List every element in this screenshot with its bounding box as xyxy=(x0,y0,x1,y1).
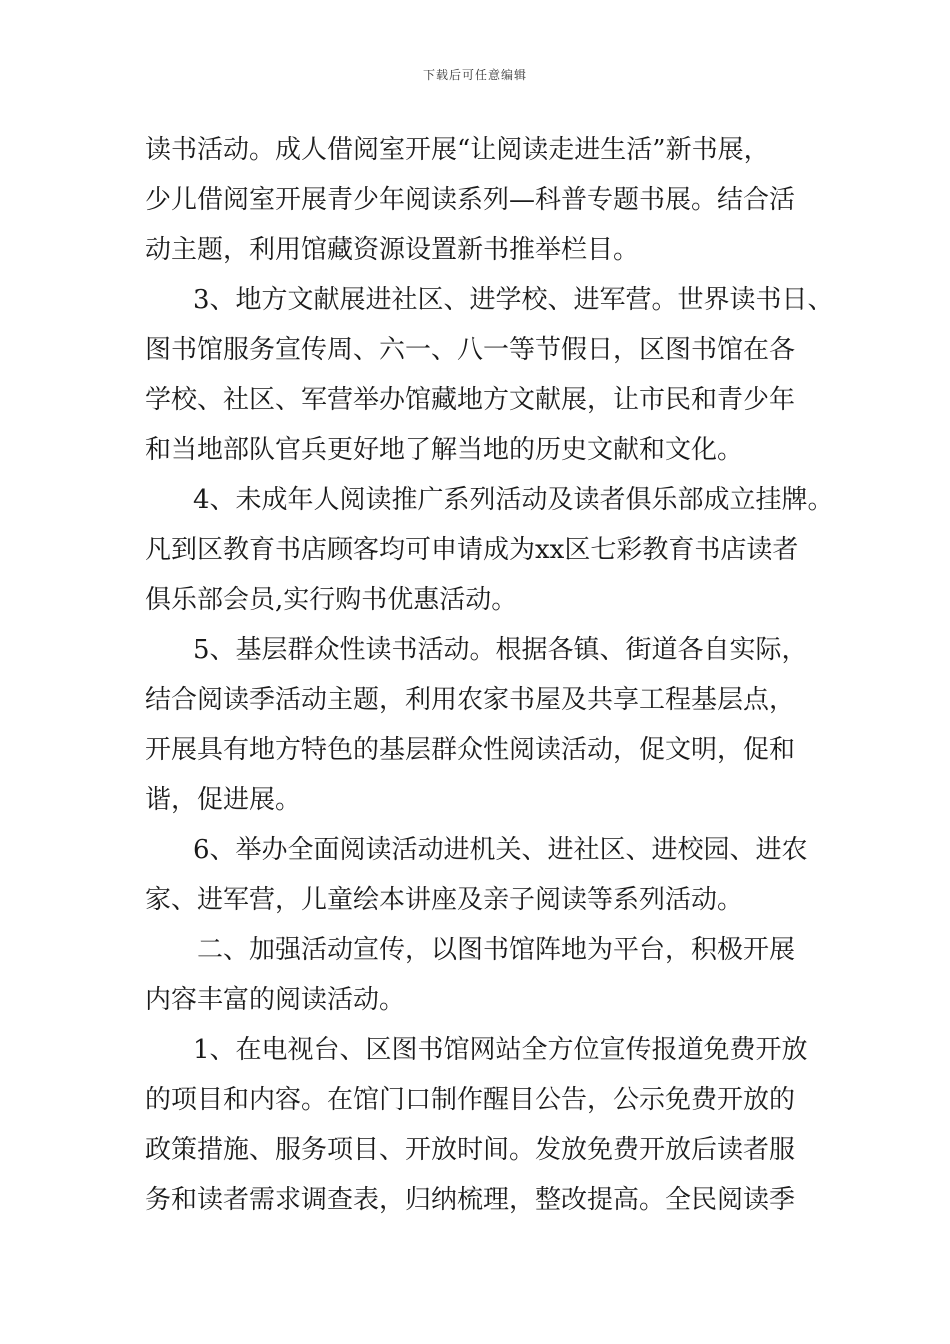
text-line: 凡到区教育书店顾客均可申请成为xx区七彩教育书店读者 xyxy=(145,535,799,565)
text-line: 内容丰富的阅读活动。 xyxy=(145,985,406,1015)
text-line: 俱乐部会员,实行购书优惠活动。 xyxy=(145,585,518,615)
text-line: 图书馆服务宣传周、六一、八一等节假日，区图书馆在各 xyxy=(145,335,796,365)
paragraph-start-line: 4、未成年人阅读推广系列活动及读者俱乐部成立挂牌。 xyxy=(193,485,834,515)
section-heading-line: 二、加强活动宣传，以图书馆阵地为平台，积极开展 xyxy=(197,935,796,965)
paragraph-start-line: 6、举办全面阅读活动进机关、进社区、进校园、进农 xyxy=(193,835,808,865)
text-line: 的项目和内容。在馆门口制作醒目公告，公示免费开放的 xyxy=(145,1085,796,1115)
paragraph-start-line: 5、基层群众性读书活动。根据各镇、街道各自实际， xyxy=(193,635,808,665)
text-line: 少儿借阅室开展青少年阅读系列—科普专题书展。结合活 xyxy=(145,185,796,215)
paragraph-start-line: 3、地方文献展进社区、进学校、进军营。世界读书日、 xyxy=(193,285,834,315)
text-line: 开展具有地方特色的基层群众性阅读活动，促文明，促和 xyxy=(145,735,796,765)
text-line: 务和读者需求调查表，归纳梳理，整改提高。全民阅读季 xyxy=(145,1185,796,1215)
paragraph-start-line: 1、在电视台、区图书馆网站全方位宣传报道免费开放 xyxy=(193,1035,808,1065)
text-line: 家、进军营，儿童绘本讲座及亲子阅读等系列活动。 xyxy=(145,885,744,915)
document-body xyxy=(145,125,835,1225)
text-line: 动主题，利用馆藏资源设置新书推举栏目。 xyxy=(145,235,640,265)
page-header: 下载后可任意编辑 xyxy=(422,68,527,82)
text-line: 结合阅读季活动主题，利用农家书屋及共享工程基层点， xyxy=(145,685,796,715)
text-line: 政策措施、服务项目、开放时间。发放免费开放后读者服 xyxy=(145,1135,796,1165)
text-line: 和当地部队官兵更好地了解当地的历史文献和文化。 xyxy=(145,435,744,465)
text-line: 读书活动。成人借阅室开展“让阅读走进生活”新书展， xyxy=(145,135,770,165)
text-line: 学校、社区、军营举办馆藏地方文献展，让市民和青少年 xyxy=(145,385,796,415)
text-line: 谐，促进展。 xyxy=(145,785,302,815)
